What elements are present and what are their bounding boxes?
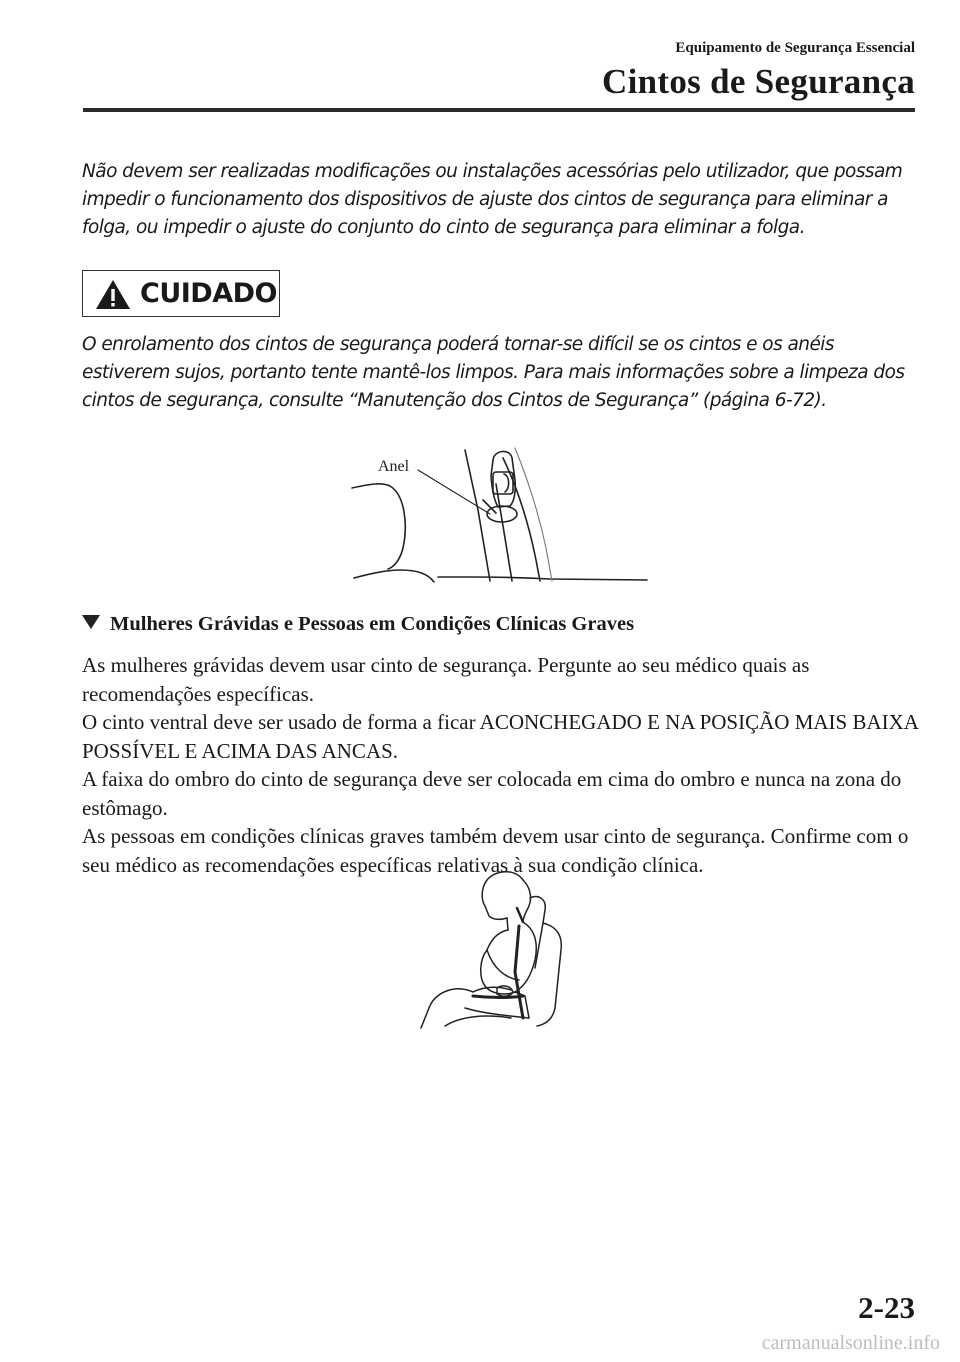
triangle-down-icon <box>82 615 100 629</box>
body-paragraph: O cinto ventral deve ser usado de forma a ficar ACONCHEGADO E NA POSIÇÃO MAIS BAIXA POSSÍVEL E ACIMA DAS ANCAS. <box>82 710 918 763</box>
body-text <box>82 651 922 879</box>
page-number: 2-23 <box>858 1290 915 1325</box>
header-section-title: Equipamento de Segurança Essencial <box>675 40 915 56</box>
warning-paragraph: Não devem ser realizadas modificações ou instalações acessórias pelo utilizador, que possam impedir o funcionamento dos dispositivos de ajuste dos cintos de segurança para eliminar a folga, ou impedir o ajuste do conjunto do cinto de segurança para eliminar a folga. <box>82 161 903 238</box>
pregnant-passenger-illustration <box>415 868 590 1033</box>
subsection-heading-text: Mulheres Grávidas e Pessoas em Condições Clínicas Graves <box>110 613 635 635</box>
body-paragraph: As pessoas em condições clínicas graves também devem usar cinto de segurança. Confirme com o seu médico as recomendações específicas relativas à sua condição clínica. <box>82 824 909 877</box>
caution-label: CUIDADO <box>140 278 277 309</box>
ring-label: Anel <box>378 458 410 475</box>
caution-paragraph: O enrolamento dos cintos de segurança poderá tornar-se difícil se os cintos e os anéis estiverem sujos, portanto tente mantê-los limpos. Para mais informações sobre a limpeza dos cintos de segurança, consulte “Manutenção dos Cintos de Segurança” (página 6-72). <box>82 334 905 411</box>
page-title: Cintos de Segurança <box>602 62 915 101</box>
body-paragraph: As mulheres grávidas devem usar cinto de segurança. Pergunte ao seu médico quais as recomendações específicas. <box>82 653 810 706</box>
caution-box <box>82 270 280 317</box>
header-divider <box>83 108 915 112</box>
watermark: carmanualsonline.info <box>761 1332 940 1354</box>
subsection-heading <box>82 613 922 636</box>
body-paragraph: A faixa do ombro do cinto de segurança deve ser colocada em cima do ombro e nunca na zona do estômago. <box>82 767 902 820</box>
seatbelt-ring-illustration <box>350 440 650 590</box>
warning-triangle-icon <box>95 279 131 310</box>
